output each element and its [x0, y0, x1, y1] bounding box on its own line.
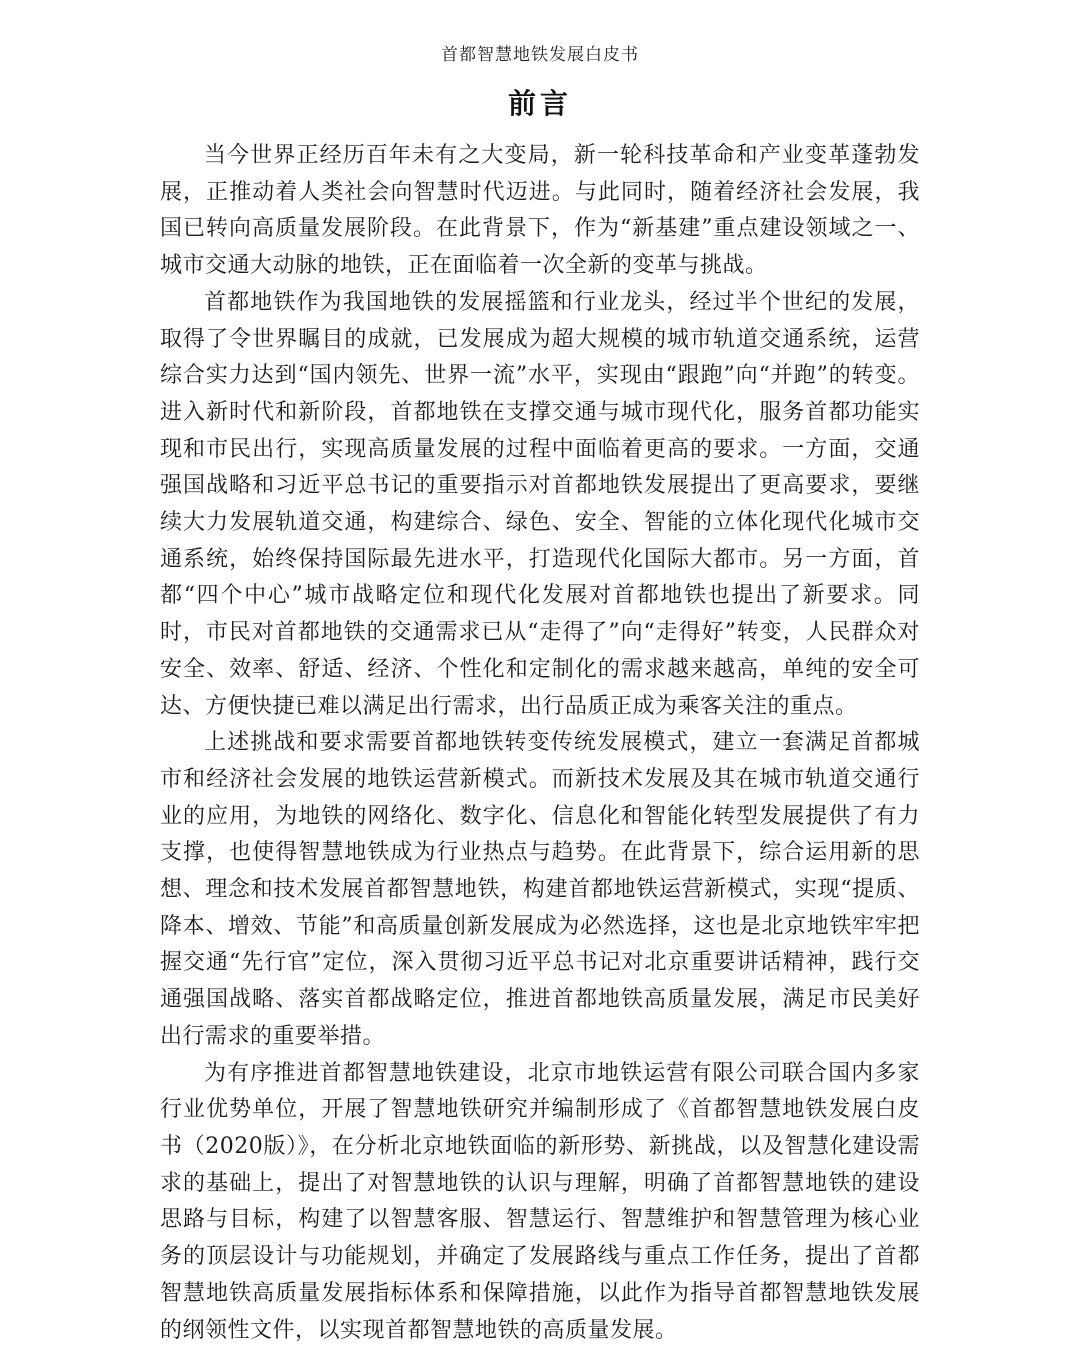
- body-text: [160, 138, 920, 1349]
- paragraph-2: 首都地铁作为我国地铁的发展摇篮和行业龙头，经过半个世纪的发展，取得了令世界瞩目的成就，已发展成为超大规模的城市轨道交通系统，运营综合实力达到“国内领先、世界一流”水平，实现由“跟跑”向“并跑”的转变。进入新时代和新阶段，首都地铁在支撑交通与城市现代化，服务首都功能实现和市民出行，实现高质量发展的过程中面临着更高的要求。一方面，交通强国战略和习近平总书记的重要指示对首都地铁发展提出了更高要求，要继续大力发展轨道交通，构建综合、绿色、安全、智能的立体化现代化城市交通系统，始终保持国际最先进水平，打造现代化国际大都市。另一方面，首都“四个中心”城市战略定位和现代化发展对首都地铁也提出了新要求。同时，市民对首都地铁的交通需求已从“走得了”向“走得好”转变，人民群众对安全、效率、舒适、经济、个性化和定制化的需求越来越高，单纯的安全可达、方便快捷已难以满足出行需求，出行品质正成为乘客关注的重点。: [160, 289, 920, 719]
- paragraph-4: 为有序推进首都智慧地铁建设，北京市地铁运营有限公司联合国内多家行业优势单位，开展了智慧地铁研究并编制形成了《首都智慧地铁发展白皮书（2020版）》，在分析北京地铁面临的新形势、新挑战，以及智慧化建设需求的基础上，提出了对智慧地铁的认识与理解，明确了首都智慧地铁的建设思路与目标，构建了以智慧客服、智慧运行、智慧维护和智慧管理为核心业务的顶层设计与功能规划，并确定了发展路线与重点工作任务，提出了首都智慧地铁高质量发展指标体系和保障措施，以此作为指导首都智慧地铁发展的纲领性文件，以实现首都智慧地铁的高质量发展。: [160, 1060, 920, 1343]
- paragraph-3: 上述挑战和要求需要首都地铁转变传统发展模式，建立一套满足首都城市和经济社会发展的地铁运营新模式。而新技术发展及其在城市轨道交通行业的应用，为地铁的网络化、数字化、信息化和智能化转型发展提供了有力支撑，也使得智慧地铁成为行业热点与趋势。在此背景下，综合运用新的思想、理念和技术发展首都智慧地铁，构建首都地铁运营新模式，实现“提质、降本、增效、节能”和高质量创新发展成为必然选择，这也是北京地铁牢牢把握交通“先行官”定位，深入贯彻习近平总书记对北京重要讲话精神，践行交通强国战略、落实首都战略定位，推进首都地铁高质量发展，满足市民美好出行需求的重要举措。: [160, 730, 920, 1049]
- paragraph-1: 当今世界正经历百年未有之大变局，新一轮科技革命和产业变革蓬勃发展，正推动着人类社会向智慧时代迈进。与此同时，随着经济社会发展，我国已转向高质量发展阶段。在此背景下，作为“新基建”重点建设领域之一、城市交通大动脉的地铁，正在面临着一次全新的变革与挑战。: [160, 143, 920, 279]
- running-header: 首都智慧地铁发展白皮书: [441, 45, 639, 65]
- page-title: 前言: [507, 87, 572, 120]
